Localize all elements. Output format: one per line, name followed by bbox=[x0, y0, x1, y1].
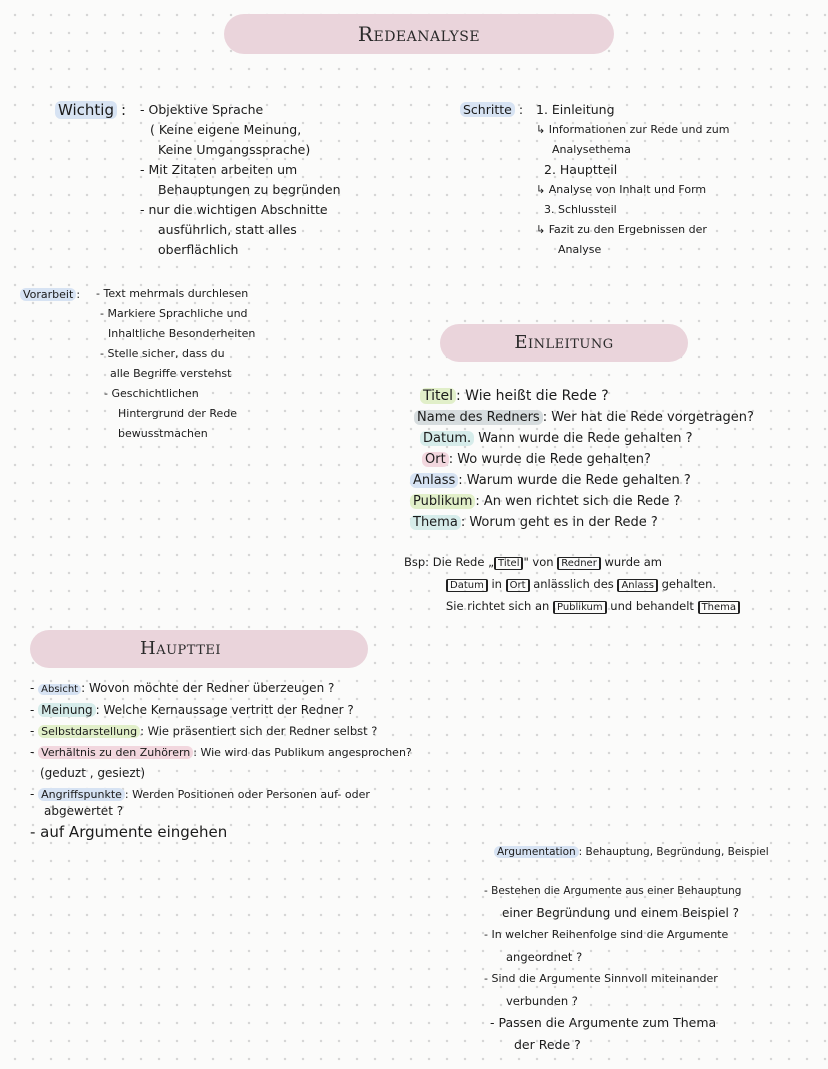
argumentation-label: Argumentation bbox=[494, 846, 579, 858]
argumentation-list bbox=[484, 880, 828, 1056]
hauptteil-title: Haupttei bbox=[140, 638, 221, 659]
hauptteil-banner bbox=[30, 630, 368, 668]
einleitung-item: Datum. Wann wurde die Rede gehalten ? bbox=[406, 428, 826, 449]
schritte-line: 3. Schlussteil bbox=[544, 203, 617, 216]
schritte-line: ↳ Informationen zur Rede und zum bbox=[536, 123, 730, 136]
wichtig-line: oberflächlich bbox=[158, 242, 239, 257]
argumentation-line: verbunden ? bbox=[506, 994, 578, 1008]
hauptteil-item: (geduzt , gesiezt) bbox=[40, 766, 146, 780]
placeholder-datum: Datum bbox=[446, 579, 488, 592]
argumentation-line: - Passen die Argumente zum Thema bbox=[490, 1015, 717, 1030]
wichtig-line: - Mit Zitaten arbeiten um bbox=[140, 162, 298, 177]
einleitung-item: Anlass : Warum wurde die Rede gehalten ? bbox=[406, 470, 826, 491]
schritte-line: ↳ Analyse von Inhalt und Form bbox=[536, 183, 707, 196]
hauptteil-item: - Angriffspunkte : Werden Positionen oder Personen auf- oder bbox=[30, 787, 370, 801]
schritte-line: 2. Hauptteil bbox=[544, 162, 618, 177]
argumentation-line: - Sind die Argumente Sinnvoll miteinander bbox=[484, 972, 718, 985]
wichtig-label: Wichtig bbox=[55, 101, 117, 119]
vorarbeit-line: bewusstmachen bbox=[118, 427, 208, 440]
hauptteil-item: - Verhältnis zu den Zuhörern : Wie wird das Publikum angesprochen? bbox=[30, 745, 412, 759]
placeholder-thema: Thema bbox=[698, 601, 740, 614]
placeholder-ort: Ort bbox=[506, 579, 530, 592]
hauptteil-item: - Absicht : Wovon möchte der Redner überzeugen ? bbox=[30, 681, 335, 695]
title-banner bbox=[224, 14, 614, 54]
einleitung-banner bbox=[440, 324, 688, 362]
hauptteil-list bbox=[30, 678, 590, 843]
vorarbeit-line: - Text mehrmals durchlesen bbox=[96, 287, 249, 300]
vorarbeit-line: Hintergrund der Rede bbox=[118, 407, 238, 420]
einleitung-item: Thema : Worum geht es in der Rede ? bbox=[406, 512, 826, 533]
placeholder-titel: Titel bbox=[494, 557, 523, 570]
hauptteil-item: abgewertet ? bbox=[44, 804, 124, 818]
wichtig-line: Behauptungen zu begründen bbox=[158, 182, 341, 197]
argumentation-line: der Rede ? bbox=[514, 1037, 581, 1052]
hauptteil-item: - Selbstdarstellung : Wie präsentiert sich der Redner selbst ? bbox=[30, 724, 378, 738]
schritte-line: 1. Einleitung bbox=[536, 102, 615, 117]
einleitung-item: Titel : Wie heißt die Rede ? bbox=[406, 386, 826, 407]
wichtig-line: ausführlich, statt alles bbox=[158, 222, 297, 237]
schritte-line: ↳ Fazit zu den Ergebnissen der bbox=[536, 223, 707, 236]
vorarbeit-label: Vorarbeit bbox=[20, 288, 76, 301]
einleitung-example: Bsp: Die Rede „ Titel " von Redner wurde am Datum in Ort anlässlich des Anlass gehalten. Sie richtet sich an Publikum und behandelt Thema bbox=[404, 552, 826, 618]
wichtig-line: - nur die wichtigen Abschnitte bbox=[140, 202, 328, 217]
placeholder-anlass: Anlass bbox=[617, 579, 658, 592]
page-title: Redeanalyse bbox=[357, 22, 481, 46]
vorarbeit-line: - Markiere Sprachliche und bbox=[100, 307, 248, 320]
argumentation-line: einer Begründung und einem Beispiel ? bbox=[502, 906, 739, 920]
schritte-line: Analyse bbox=[558, 243, 602, 256]
vorarbeit-line: - Stelle sicher, dass du bbox=[100, 347, 225, 360]
einleitung-title: Einleitung bbox=[514, 332, 614, 353]
argumentation-line: - Bestehen die Argumente aus einer Behauptung bbox=[484, 885, 742, 897]
wichtig-line: - Objektive Sprache bbox=[140, 102, 264, 117]
argumentation-header: Argumentation : Behauptung, Begründung, Beispiel bbox=[494, 842, 824, 862]
hauptteil-item: - Meinung : Welche Kernaussage vertritt der Redner ? bbox=[30, 703, 354, 717]
placeholder-publikum: Publikum bbox=[553, 601, 607, 614]
bsp-label: Bsp: bbox=[404, 555, 430, 569]
vorarbeit-line: - Geschichtlichen bbox=[104, 387, 199, 400]
einleitung-list bbox=[406, 386, 826, 533]
vorarbeit-line: Inhaltliche Besonderheiten bbox=[108, 327, 256, 340]
schritte-line: Analysethema bbox=[552, 143, 631, 156]
placeholder-redner: Redner bbox=[557, 557, 601, 570]
einleitung-item: Publikum : An wen richtet sich die Rede ? bbox=[406, 491, 826, 512]
schritte-label: Schritte bbox=[460, 102, 515, 117]
argumentation-line: - In welcher Reihenfolge sind die Argumente bbox=[484, 928, 729, 941]
einleitung-item: Ort : Wo wurde die Rede gehalten? bbox=[406, 449, 826, 470]
hauptteil-item: - auf Argumente eingehen bbox=[30, 823, 228, 841]
vorarbeit-line: alle Begriffe verstehst bbox=[110, 367, 232, 380]
wichtig-line: Keine Umgangssprache) bbox=[158, 142, 311, 157]
einleitung-item: Name des Redners : Wer hat die Rede vorgetragen? bbox=[406, 407, 826, 428]
argumentation-line: angeordnet ? bbox=[506, 950, 583, 964]
wichtig-line: ( Keine eigene Meinung, bbox=[150, 122, 302, 137]
